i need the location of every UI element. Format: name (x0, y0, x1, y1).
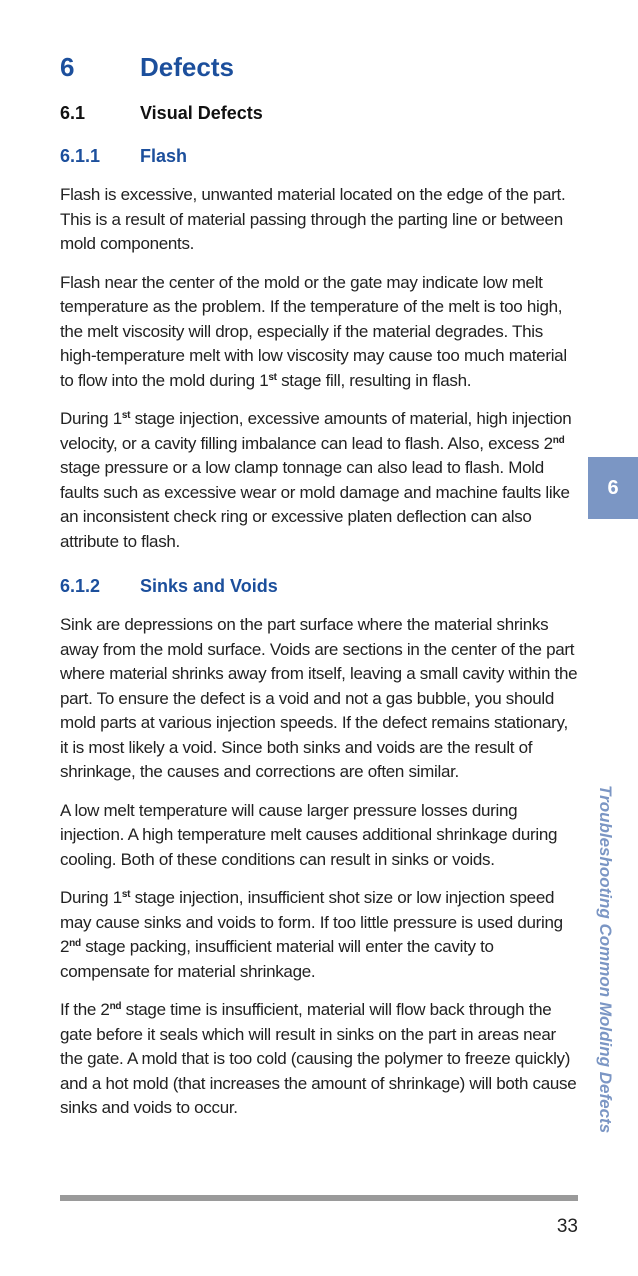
footer-rule (60, 1195, 578, 1201)
section-title: Defects (140, 52, 234, 82)
section-heading (60, 52, 580, 83)
sinks-title: Sinks and Voids (140, 576, 278, 596)
flash-number: 6.1.1 (60, 146, 101, 166)
page-content (60, 52, 580, 1135)
sinks-paragraph-4: If the 2nd stage time is insufficient, material will flow back through the gate before it seals which will result in sinks on the part in areas near the gate. A mold that is too cold (causing the polymer to freeze quickly) and a hot mold (that increases the amount of shrinkage) will both cause sinks and voids to occur. (60, 1000, 577, 1117)
flash-title: Flash (140, 146, 188, 166)
sinks-heading (60, 576, 580, 597)
sinks-paragraph-1: Sink are depressions on the part surface where the material shrinks away from the mold surface. Voids are sections in the center of the part where material shrinks away from itself, leaving a small cavity within the part. To ensure the defect is a void and not a gas bubble, you should mold parts at various injection speeds. If the defect remains stationary, it is most likely a void. Since both sinks and voids are the result of shrinkage, the causes and corrections are often similar. (60, 615, 578, 781)
sinks-number: 6.1.2 (60, 576, 101, 596)
chapter-tab: 6 (588, 457, 638, 519)
chapter-side-title: Troubleshooting Common Molding Defects (596, 785, 615, 1134)
flash-paragraph-1: Flash is excessive, unwanted material located on the edge of the part. This is a result of material passing through the parting line or between mold components. (60, 185, 566, 253)
flash-paragraph-2: Flash near the center of the mold or the gate may indicate low melt temperature as the problem. If the temperature of the melt is too high, the melt viscosity will drop, especially if the material degrades. This high-temperature melt with low viscosity may cause too much material to flow into the mold during 1st stage fill, resulting in flash. (60, 272, 567, 390)
page-number: 33 (556, 1216, 578, 1237)
sinks-paragraph-2: A low melt temperature will cause larger pressure losses during injection. A high temperature melt causes additional shrinkage during cooling. Both of these conditions can result in sinks or voids. (60, 800, 558, 869)
section-number: 6 (60, 52, 75, 82)
flash-paragraph-3: During 1st stage injection, excessive amounts of material, high injection velocity, or a cavity filling imbalance can lead to flash. Also, excess 2nd stage pressure or a low clamp tonnage can also lead to flash. Mold faults such as excessive wear or mold damage and machine faults like an inconsistent check ring or excessive platen deflection can also attribute to flash. (60, 409, 572, 551)
subsection-title: Visual Defects (140, 103, 263, 123)
subsection-heading (60, 103, 580, 124)
subsection-number: 6.1 (60, 103, 86, 123)
flash-heading (60, 146, 580, 167)
sinks-paragraph-3: During 1st stage injection, insufficient shot size or low injection speed may cause sinks and voids to form. If too little pressure is used during 2nd stage packing, insufficient material will enter the cavity to compensate for material shrinkage. (60, 888, 563, 981)
